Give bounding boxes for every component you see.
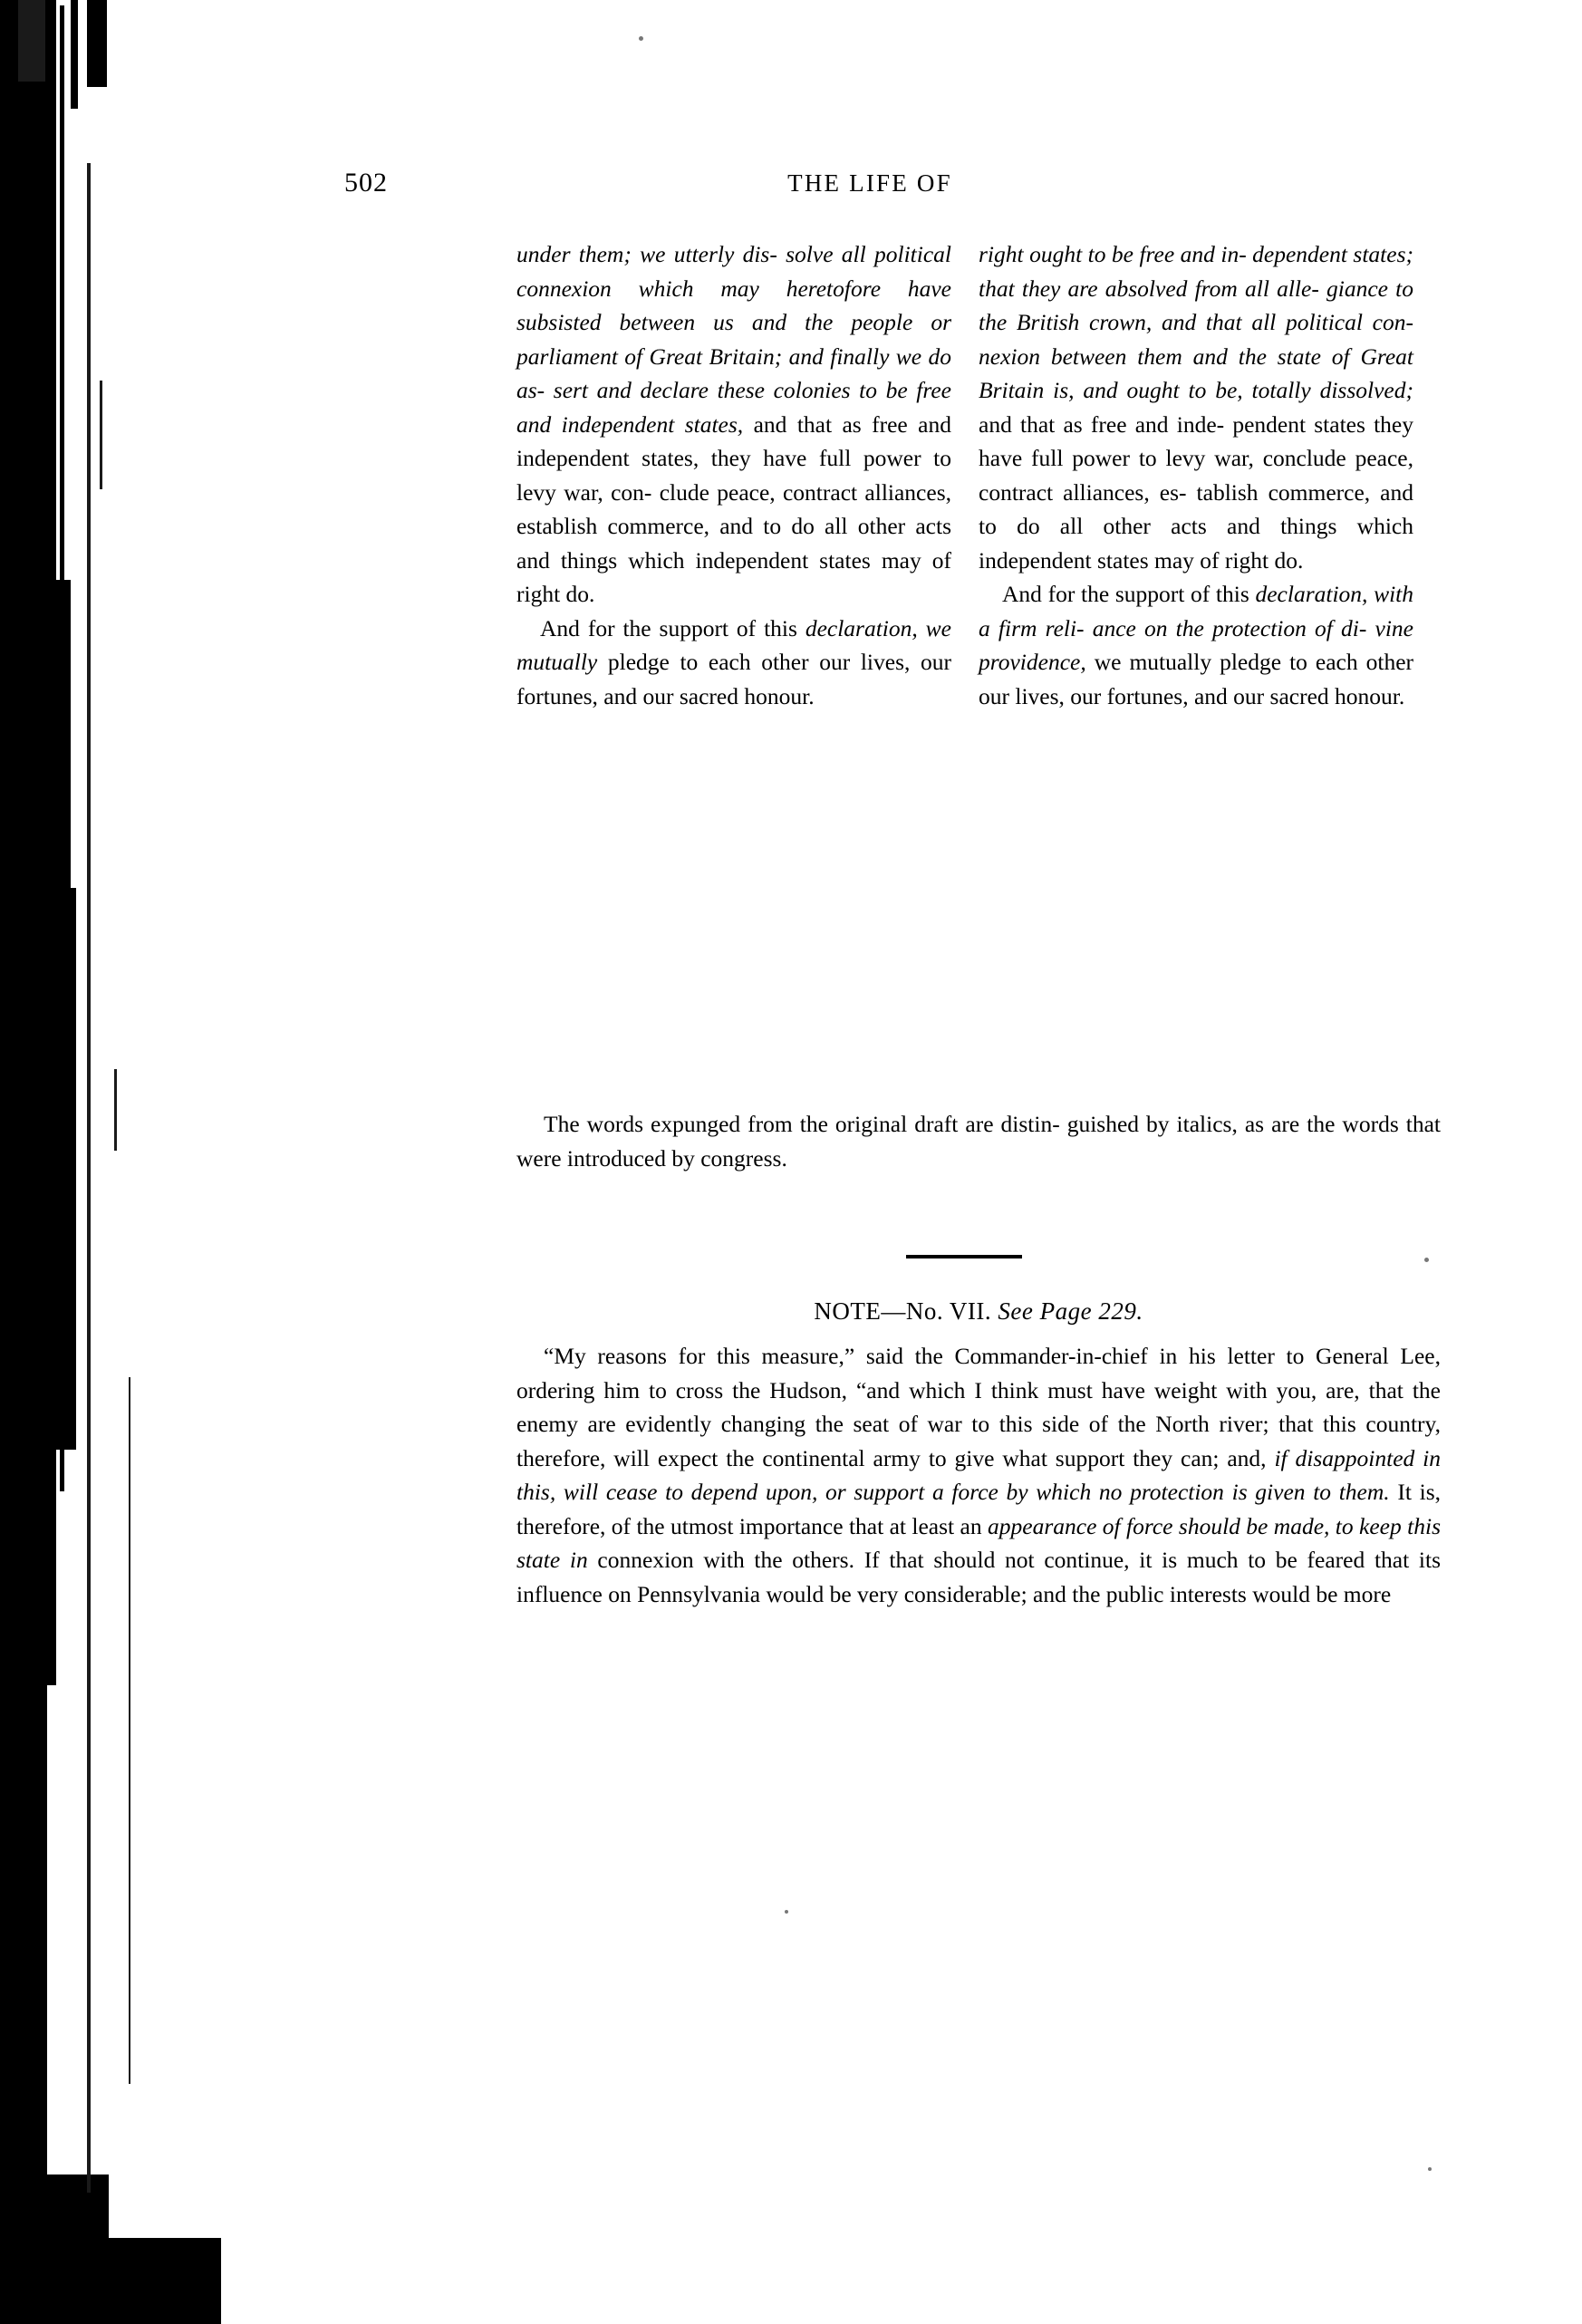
left-roman-3: pledge to each other our lives, our fortunes, and our sacred honour. — [516, 649, 951, 709]
column-left — [516, 237, 951, 713]
note-body — [516, 1339, 1441, 1611]
section-divider-rule — [906, 1255, 1022, 1258]
scan-speck-right — [1424, 1258, 1429, 1262]
right-roman-2: And for the support of this — [1002, 581, 1249, 607]
note-seg-4: appearance of force should be made, to keep this state in — [516, 1512, 1441, 1573]
note-seg-1: “My reasons for this measure,” said the Commander-in-chief in his letter to General Lee, ordering him to cross the Hudson, “and which I think must have weight with you, are, that the enemy are evidently changing the seat of war to this side of the North river; that this country, therefore, will expect the continental army to give what support they can; and, — [516, 1343, 1441, 1471]
note-seg-3: It is, therefore, of the utmost importance that at least an — [516, 1479, 1441, 1539]
folio-number: 502 — [344, 168, 388, 198]
note-seg-2: if disappointed in this, will cease to depend upon, or support a force by which no protection is given to them. — [516, 1444, 1442, 1505]
left-para-2 — [516, 612, 951, 714]
left-roman-2: And for the support of this — [540, 614, 797, 641]
expunged-words-text: The words expunged from the original draft are distin- guished by italics, as are the words that were introduced by congress. — [516, 1111, 1441, 1172]
right-italic-1: right ought to be free and in- dependent states; that they are absolved from all alle- giance to the British crown, and that all political con- nexion between them and the state of Great Britain is, and ought to be, totally dissolved; — [979, 241, 1413, 403]
right-italic-2: declaration, with a firm reli- ance on the protection of di- vine providence, — [979, 581, 1414, 675]
right-roman-1: and that as free and inde- pendent states they have full power to levy war, conclude peace, contract alliances, es- tablish commerce, and to do all other acts and things which independent states may of right do. — [979, 410, 1413, 574]
note-seg-5: connexion with the others. If that should not continue, it is much to be feared that its influence on Pennsylvania would be very considerable; and the public interests would be more — [516, 1547, 1441, 1607]
left-italic-1: under them; we utterly dis- solve all political connexion which may heretofore have subsisted between us and the people or parliament of Great Britain; and finally we do as- sert and declare these colonies to be free and independent states, — [516, 241, 951, 438]
right-roman-3: we mutually pledge to each other our lives, our fortunes, and our sacred honour. — [979, 649, 1413, 709]
right-para-2 — [979, 577, 1413, 713]
expunged-words-note — [516, 1107, 1441, 1175]
note-heading — [516, 1297, 1441, 1326]
left-italic-2: declaration, we mutually — [516, 614, 951, 675]
note-heading-page-ref: See Page 229. — [998, 1297, 1143, 1325]
scan-speck-lower-right — [1428, 2167, 1432, 2171]
note-body-paragraph — [516, 1339, 1441, 1611]
left-para-1 — [516, 237, 951, 612]
page-header — [344, 168, 1432, 204]
left-roman-1: and that as free and independent states, they have full power to levy war, con- clude peace, contract alliances, establish commerce, and to do all other acts and things which independent states may of right do. — [516, 410, 951, 607]
note-heading-label: NOTE—No. VII. — [814, 1297, 992, 1325]
column-right — [979, 237, 1413, 713]
right-para-1 — [979, 237, 1413, 577]
scan-speck-top — [639, 36, 643, 41]
scan-speck-bottom — [785, 1910, 788, 1914]
running-head: THE LIFE OF — [787, 169, 952, 197]
